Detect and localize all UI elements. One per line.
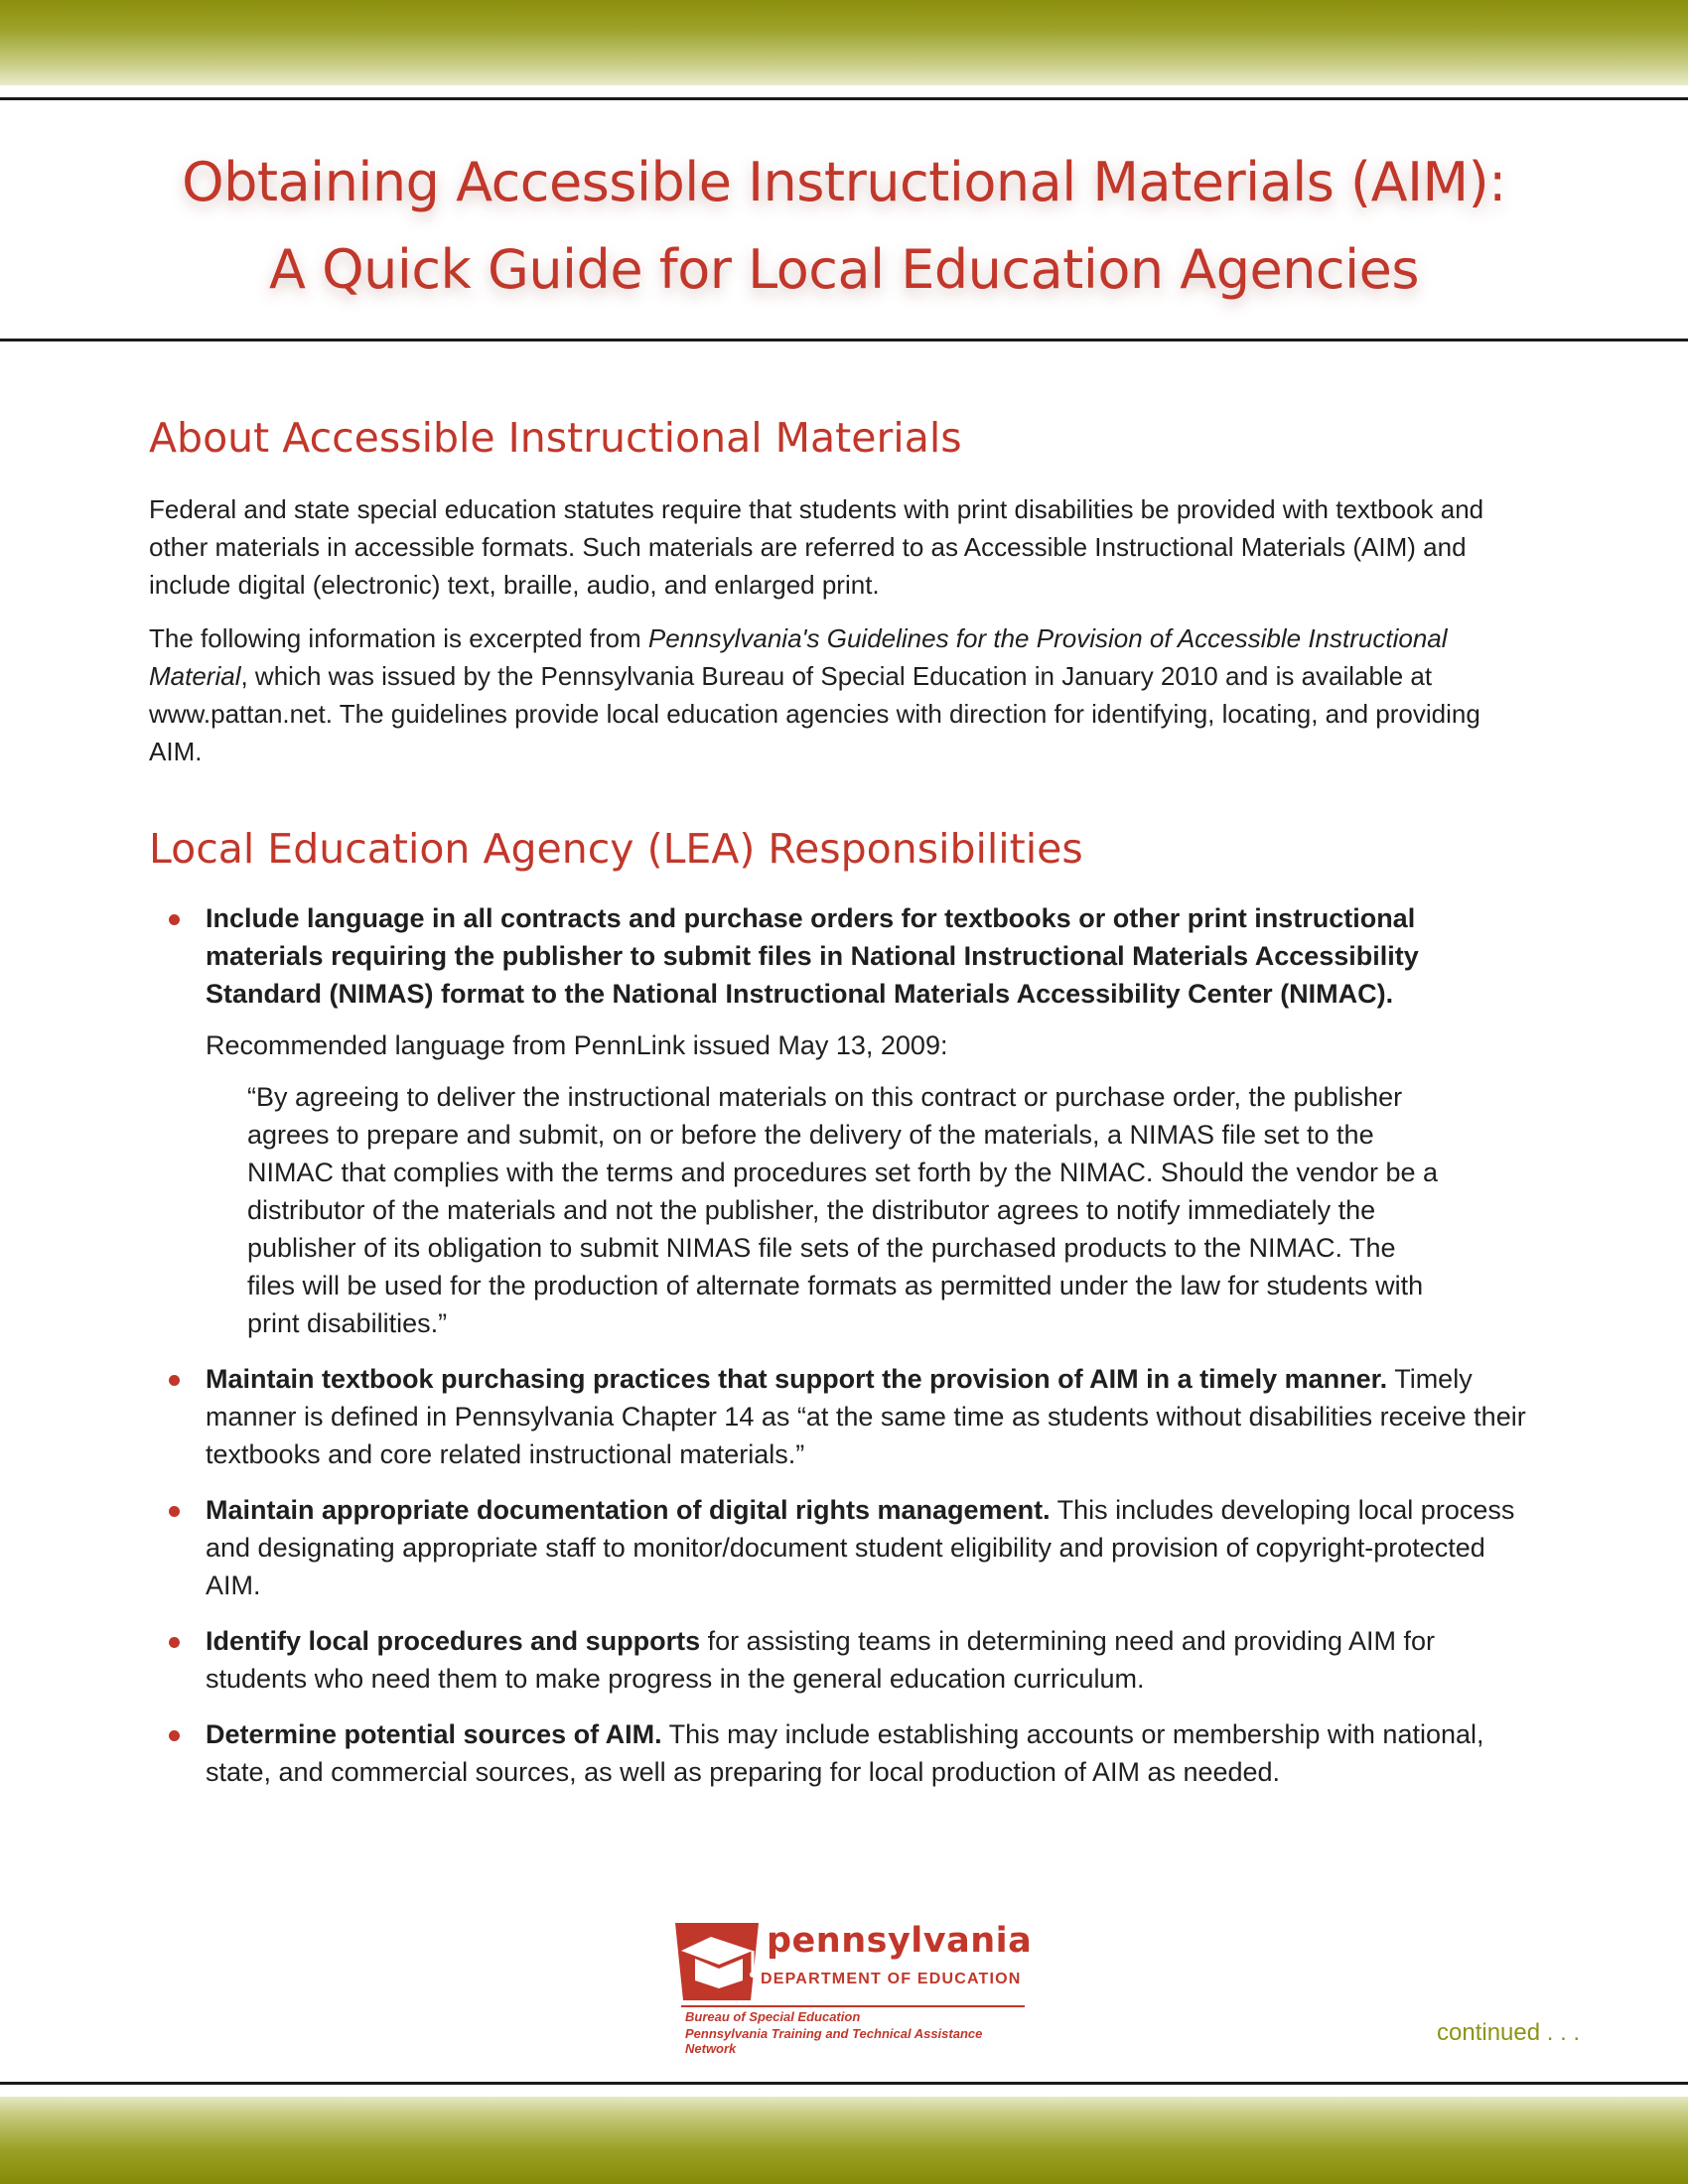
item-text: Timely manner is defined in Pennsylvania Chapter 14 as “at the same time as students without disabilities receive their textbooks and core related instructional materials.” (206, 1364, 1526, 1469)
bullet-icon (169, 1637, 180, 1648)
logo-network-text: Pennsylvania Training and Technical Assistance Network (685, 2026, 983, 2056)
main-content (149, 409, 1529, 1791)
item-text: for assisting teams in determining need and providing AIM for students who need them to make progress in the general education curriculum. (206, 1626, 1435, 1694)
title-line-2: A Quick Guide for Local Education Agencies (269, 238, 1419, 301)
guidelines-title: Pennsylvania's Guidelines for the Provision of Accessible Instructional Material (149, 623, 1448, 691)
logo-bureau-text: Bureau of Special Education (685, 2009, 861, 2024)
item-text: This may include establishing accounts or membership with national, state, and commercial sources, as well as preparing for local production of AIM as needed. (206, 1719, 1484, 1787)
bullet-icon (169, 914, 180, 925)
pde-logo (667, 1921, 1033, 2056)
about-paragraph-2-intro: The following information is excerpted from (149, 623, 648, 653)
item-lead: Identify local procedures and supports (206, 1626, 701, 1656)
list-item (149, 899, 1529, 1342)
logo-department-text: DEPARTMENT OF EDUCATION (761, 1971, 1022, 1987)
item-text: This includes developing local process and designating appropriate staff to monitor/document student eligibility and provision of copyright-protected AIM. (206, 1495, 1515, 1600)
responsibilities-list (149, 899, 1529, 1791)
list-item (149, 1360, 1529, 1473)
bullet-icon (169, 1506, 180, 1517)
bullet-icon (169, 1375, 180, 1386)
bottom-rule (0, 2082, 1688, 2085)
about-paragraph-2-rest: , which was issued by the Pennsylvania Bureau of Special Education in January 2010 and is available at www.pattan.net. The guidelines provide local education agencies with direction for identifying, locating, and providing AIM. (149, 661, 1480, 766)
logo-pennsylvania-text: pennsylvania (767, 1921, 1033, 1961)
list-item (149, 1491, 1529, 1604)
recommended-language-label: Recommended language from PennLink issued May 13, 2009: (206, 1030, 948, 1060)
bullet-icon (169, 1730, 180, 1741)
list-item (149, 1622, 1529, 1698)
item-lead: Maintain appropriate documentation of digital rights management. (206, 1495, 1051, 1525)
about-paragraph-1: Federal and state special education statutes require that students with print disabilities be provided with textbook and other materials in accessible formats. Such materials are referred to as Accessible Instructional Materials (AIM) and include digital (electronic) text, braille, audio, and enlarged print. (149, 494, 1484, 600)
about-heading: About Accessible Instructional Materials (149, 414, 962, 462)
top-rule (0, 97, 1688, 100)
lea-heading: Local Education Agency (LEA) Responsibilities (149, 825, 1083, 873)
about-paragraph-2 (149, 619, 1529, 770)
bottom-decorative-band (0, 2097, 1688, 2184)
item-lead: Determine potential sources of AIM. (206, 1719, 662, 1749)
title-line-1: Obtaining Accessible Instructional Materials (AIM): (182, 151, 1506, 213)
item-lead: Include language in all contracts and purchase orders for textbooks or other print instructional materials requiring the publisher to submit files in National Instructional Materials Accessibility Standard (NIMAS) format to the National Instructional Materials Accessibility Center (NIMAC). (206, 903, 1419, 1009)
recommended-language-quote: “By agreeing to deliver the instructional materials on this contract or purchase order, the publisher agrees to prepare and submit, on or before the delivery of the materials, a NIMAS file set to the NIMAC that complies with the terms and procedures set forth by the NIMAC. Should the vendor be a distributor of the materials and not the publisher, the distributor agrees to notify immediately the publisher of its obligation to submit NIMAS file sets of the purchased products to the NIMAC. The files will be used for the production of alternate formats as permitted under the law for students with print disabilities.” (247, 1082, 1439, 1338)
item-lead: Maintain textbook purchasing practices that support the provision of AIM in a timely manner. (206, 1364, 1388, 1394)
keystone-mortarboard-icon (667, 1921, 767, 2006)
list-item (149, 1715, 1529, 1791)
logo-divider (681, 2005, 1025, 2007)
title-bottom-rule (0, 339, 1688, 341)
page-title (0, 139, 1688, 314)
continued-label: continued . . . (1437, 2019, 1581, 2046)
top-decorative-band (0, 0, 1688, 85)
